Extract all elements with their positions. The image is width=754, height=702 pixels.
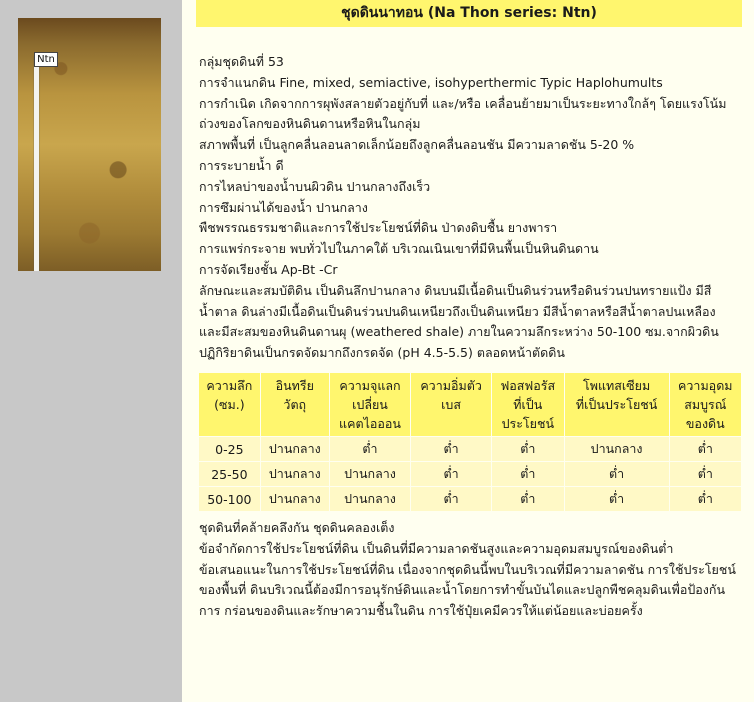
- header-potassium: โพแทสเซียม ที่เป็นประโยชน์: [564, 373, 669, 437]
- table-cell: ปานกลาง: [564, 437, 669, 462]
- text-line: พืชพรรณธรรมชาติและการใช้ประโยชน์ที่ดิน ป่าดงดิบชื้น ยางพารา: [199, 220, 558, 236]
- text-line: ถ่วงของโลกของหินดินดานหรือหินในกลุ่ม: [199, 116, 421, 132]
- left-sidebar: [0, 0, 182, 702]
- table-cell: ต่ำ: [329, 437, 410, 462]
- table-cell: ต่ำ: [669, 437, 741, 462]
- text-line: การกำเนิด เกิดจากการผุพังสลายตัวอยู่กับที่ และ/หรือ เคลื่อนย้ายมาเป็นระยะทางใกล้ๆ โดยแรงโน้ม: [199, 95, 727, 111]
- table-cell: ปานกลาง: [329, 462, 410, 487]
- table-row: [199, 462, 742, 487]
- table-cell: ต่ำ: [669, 462, 741, 487]
- table-cell: ปานกลาง: [260, 437, 329, 462]
- text-line: และมีสะสมของหินดินดานผุ (weathered shale) ภายในความลึกระหว่าง 50-100 ซม.จากผิวดิน: [199, 324, 719, 340]
- table-cell: 0-25: [199, 437, 260, 462]
- text-line: การจัดเรียงชั้น Ap-Bt -Cr: [199, 261, 338, 277]
- soil-label-tag: Ntn: [34, 52, 58, 67]
- table-header-row: [199, 373, 742, 437]
- text-line: ข้อเสนอแนะในการใช้ประโยชน์ที่ดิน เนื่องจากชุดดินนี้พบในบริเวณที่มีความลาดชัน การใช้ประโยชน์: [199, 561, 736, 577]
- table-cell: ต่ำ: [411, 462, 492, 487]
- text-line: การ กร่อนของดินและรักษาความชื้นในดิน การใช้ปุ๋ยเคมีควรให้แต่น้อยและบ่อยครั้ง: [199, 603, 643, 619]
- text-line: น้ำตาล ดินล่างมีเนื้อดินเป็นดินร่วนปนดินเหนียวถึงเป็นดินเหนียว มีสีน้ำตาลหรือสีน้ำตาลปนเหลือง: [199, 303, 716, 319]
- text-line: การจำแนกดิน Fine, mixed, semiactive, isohyperthermic Typic Haplohumults: [199, 74, 663, 90]
- table-cell: ปานกลาง: [329, 487, 410, 512]
- header-fertility: ความอุดม สมบูรณ์ ของดิน: [669, 373, 741, 437]
- text-line: การแพร่กระจาย พบทั่วไปในภาคใต้ บริเวณเนินเขาที่มีหินพื้นเป็นหินดินดาน: [199, 241, 599, 257]
- table-cell: ต่ำ: [564, 462, 669, 487]
- soil-description: [199, 52, 744, 364]
- table-cell: 25-50: [199, 462, 260, 487]
- table-cell: ต่ำ: [564, 487, 669, 512]
- text-line: การซึมผ่านได้ของน้ำ ปานกลาง: [199, 199, 368, 215]
- text-line: ลักษณะและสมบัติดิน เป็นดินลึกปานกลาง ดินบนมีเนื้อดินเป็นดินร่วนหรือดินร่วนปนทรายแป้ง มีสี: [199, 282, 712, 298]
- table-cell: ต่ำ: [492, 487, 565, 512]
- text-line: ของพื้นที่ ดินบริเวณนี้ต้องมีการอนุรักษ์ดินและน้ำโดยการทำขั้นบันไดและปลูกพืชคลุมดินเพื่อป้องกัน: [199, 582, 726, 598]
- soil-properties-table: [199, 373, 742, 511]
- text-line: ปฏิกิริยาดินเป็นกรดจัดมากถึงกรดจัด (pH 4.5-5.5) ตลอดหน้าตัดดิน: [199, 345, 565, 361]
- soil-recommendations: [199, 518, 744, 622]
- text-line: กลุ่มชุดดินที่ 53: [199, 54, 284, 69]
- table-cell: ต่ำ: [492, 437, 565, 462]
- text-line: การไหลบ่าของน้ำบนผิวดิน ปานกลางถึงเร็ว: [199, 178, 431, 194]
- text-line: สภาพพื้นที่ เป็นลูกคลื่นลอนลาดเล็กน้อยถึงลูกคลื่นลอนชัน มีความลาดชัน 5-20 %: [199, 137, 635, 153]
- header-organic-matter: อินทรีย วัตถุ: [260, 373, 329, 437]
- table-cell: ปานกลาง: [260, 462, 329, 487]
- measuring-tape: [34, 56, 39, 271]
- table-cell: ต่ำ: [411, 437, 492, 462]
- header-depth: ความลึก (ซม.): [199, 373, 260, 437]
- text-line: การระบายน้ำ ดี: [199, 157, 284, 173]
- table-cell: ต่ำ: [669, 487, 741, 512]
- table-row: [199, 487, 742, 512]
- table-cell: ปานกลาง: [260, 487, 329, 512]
- table-cell: 50-100: [199, 487, 260, 512]
- text-line: ชุดดินที่คล้ายคลึงกัน ชุดดินคลองเต็ง: [199, 520, 395, 535]
- table-row: [199, 437, 742, 462]
- table-cell: ต่ำ: [411, 487, 492, 512]
- table-cell: ต่ำ: [492, 462, 565, 487]
- header-phosphorus: ฟอสฟอรัส ที่เป็น ประโยชน์: [492, 373, 565, 437]
- header-base-saturation: ความอิ่มตัว เบส: [411, 373, 492, 437]
- header-cec: ความจุแลก เปลี่ยน แคตไอออน: [329, 373, 410, 437]
- soil-profile-photo: [18, 18, 161, 271]
- text-line: ข้อจำกัดการใช้ประโยชน์ที่ดิน เป็นดินที่มีความลาดชันสูงและความอุดมสมบูรณ์ของดินต่ำ: [199, 540, 674, 556]
- page-title: ชุดดินนาทอน (Na Thon series: Ntn): [196, 0, 742, 27]
